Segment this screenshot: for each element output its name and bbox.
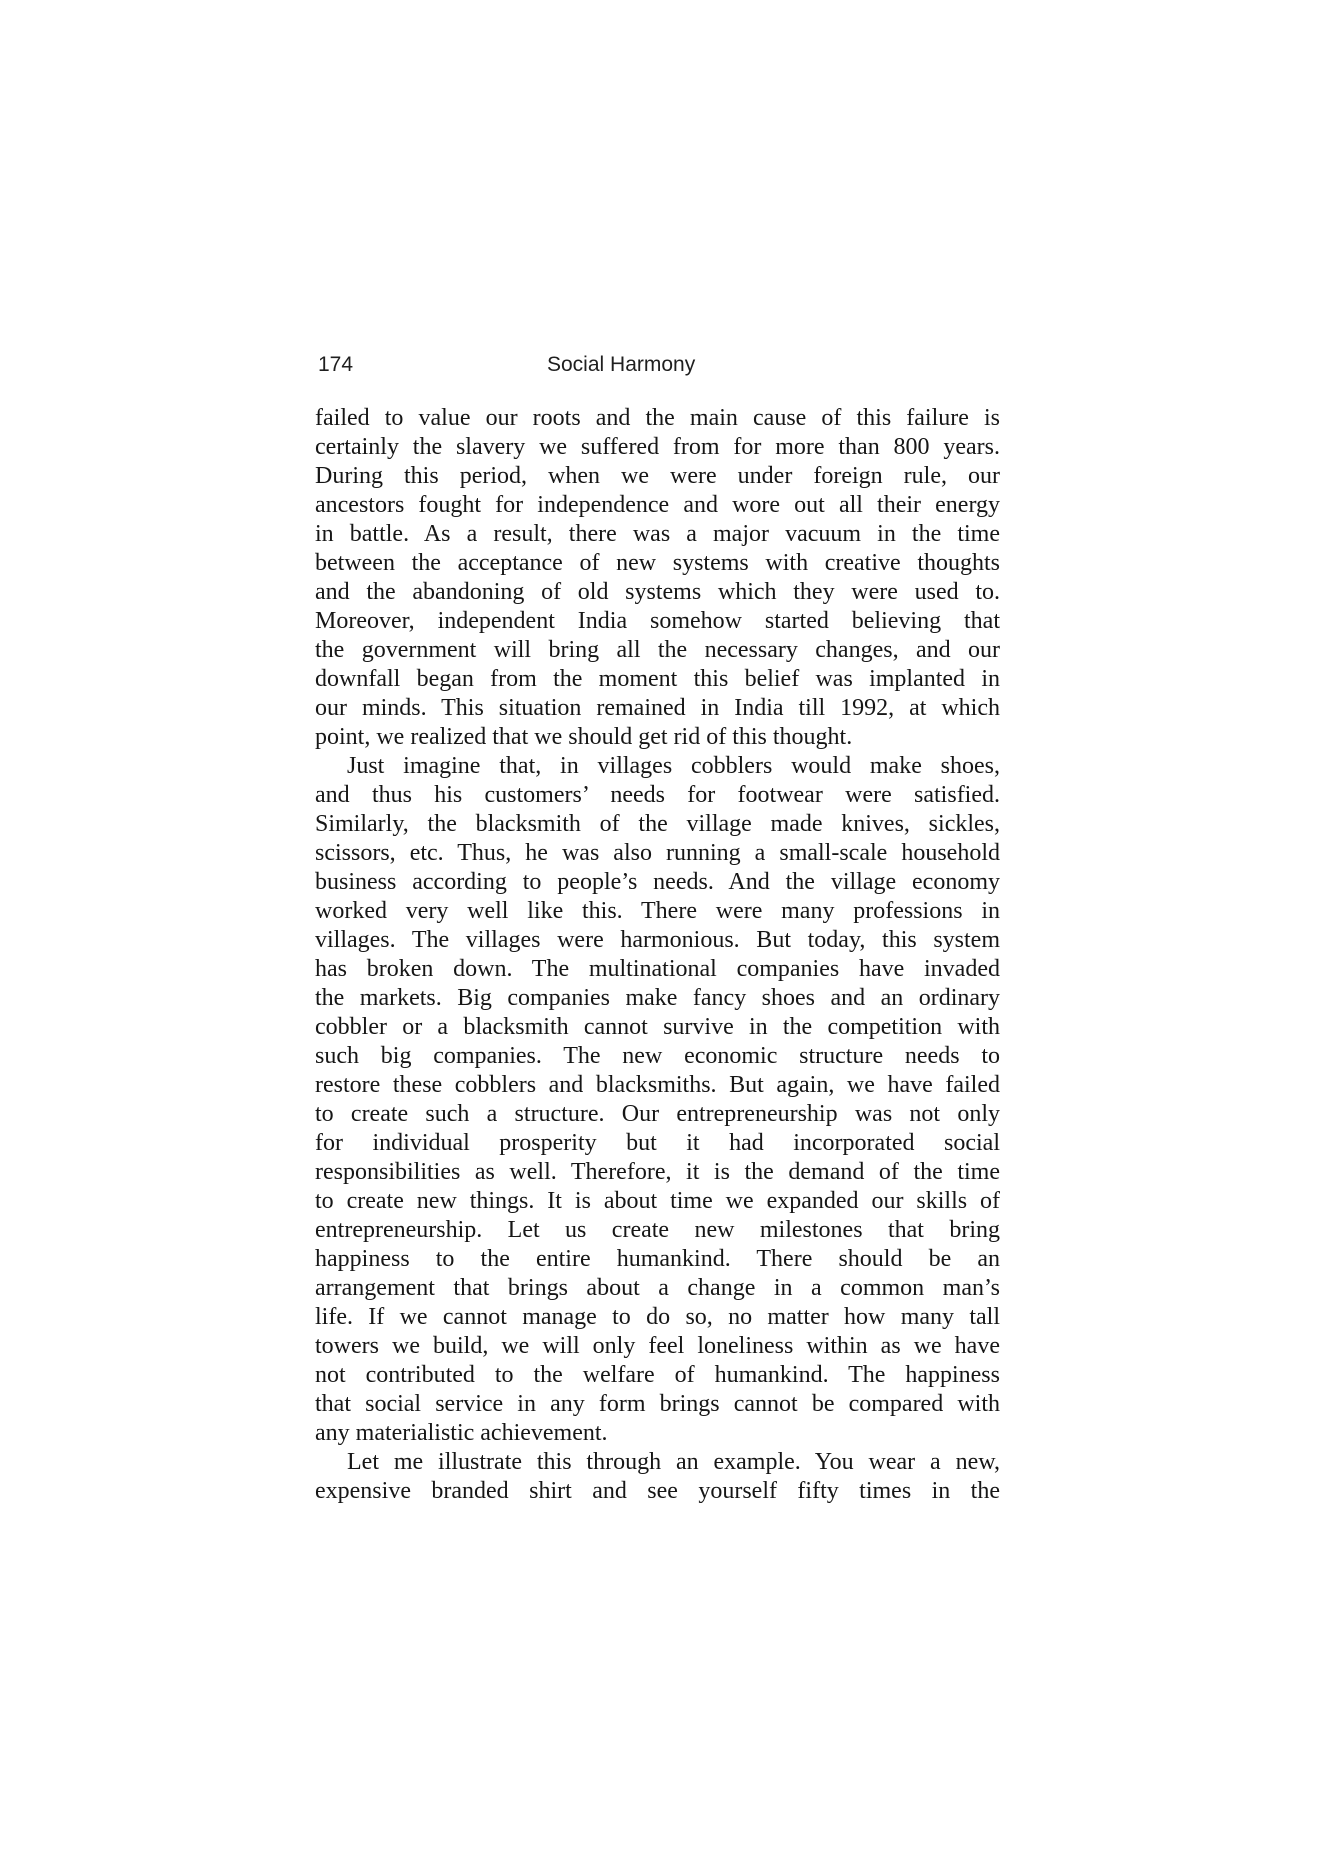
text-line: happiness to the entire humankind. There should be an xyxy=(315,1246,1000,1272)
text-line: ancestors fought for independence and wore out all their energy xyxy=(315,492,1000,518)
text-line: business according to people’s needs. And the village economy xyxy=(315,869,1000,895)
text-line: certainly the slavery we suffered from for more than 800 years. xyxy=(315,434,1000,460)
text-line: During this period, when we were under foreign rule, our xyxy=(315,463,1000,489)
text-line: life. If we cannot manage to do so, no matter how many tall xyxy=(315,1304,1000,1330)
text-line: Just imagine that, in villages cobblers would make shoes, xyxy=(347,753,1000,779)
text-line: and the abandoning of old systems which they were used to. xyxy=(315,579,1000,605)
text-line: the markets. Big companies make fancy shoes and an ordinary xyxy=(315,985,1000,1011)
running-head-title: Social Harmony xyxy=(547,353,696,376)
text-line: failed to value our roots and the main cause of this failure is xyxy=(315,405,1000,431)
text-line: has broken down. The multinational companies have invaded xyxy=(315,956,1000,982)
text-line: villages. The villages were harmonious. But today, this system xyxy=(315,927,1000,953)
text-line: worked very well like this. There were many professions in xyxy=(315,898,1000,924)
paragraph xyxy=(315,752,1000,1448)
text-line: entrepreneurship. Let us create new milestones that bring xyxy=(315,1217,1000,1243)
text-line: expensive branded shirt and see yourself fifty times in the xyxy=(315,1478,1000,1504)
text-line: between the acceptance of new systems with creative thoughts xyxy=(315,550,1000,576)
body-text xyxy=(315,404,1000,1506)
text-line: towers we build, we will only feel loneliness within as we have xyxy=(315,1333,1000,1359)
text-line: our minds. This situation remained in India till 1992, at which xyxy=(315,695,1000,721)
text-line: arrangement that brings about a change in a common man’s xyxy=(315,1275,1000,1301)
text-line: not contributed to the welfare of humankind. The happiness xyxy=(315,1362,1000,1388)
text-line: Similarly, the blacksmith of the village made knives, sickles, xyxy=(315,811,1000,837)
text-line: and thus his customers’ needs for footwear were satisfied. xyxy=(315,782,1000,808)
text-line: for individual prosperity but it had incorporated social xyxy=(315,1130,1000,1156)
text-line: responsibilities as well. Therefore, it is the demand of the time xyxy=(315,1159,1000,1185)
text-line: cobbler or a blacksmith cannot survive in the competition with xyxy=(315,1014,1000,1040)
text-line: restore these cobblers and blacksmiths. But again, we have failed xyxy=(315,1072,1000,1098)
text-line: point, we realized that we should get rid of this thought. xyxy=(315,724,853,750)
text-line: scissors, etc. Thus, he was also running a small-scale household xyxy=(315,840,1000,866)
text-line: any materialistic achievement. xyxy=(315,1420,608,1446)
page-number: 174 xyxy=(318,353,354,376)
text-line: in battle. As a result, there was a major vacuum in the time xyxy=(315,521,1000,547)
text-line: to create new things. It is about time we expanded our skills of xyxy=(315,1188,1000,1214)
paragraph xyxy=(315,1448,1000,1506)
text-line: the government will bring all the necessary changes, and our xyxy=(315,637,1000,663)
text-line: such big companies. The new economic structure needs to xyxy=(315,1043,1000,1069)
text-line: Moreover, independent India somehow started believing that xyxy=(315,608,1000,634)
running-header xyxy=(315,353,1000,379)
text-line: downfall began from the moment this belief was implanted in xyxy=(315,666,1000,692)
paragraph xyxy=(315,404,1000,752)
text-line: that social service in any form brings cannot be compared with xyxy=(315,1391,1000,1417)
text-line: Let me illustrate this through an example. You wear a new, xyxy=(347,1449,1000,1475)
text-line: to create such a structure. Our entrepreneurship was not only xyxy=(315,1101,1000,1127)
